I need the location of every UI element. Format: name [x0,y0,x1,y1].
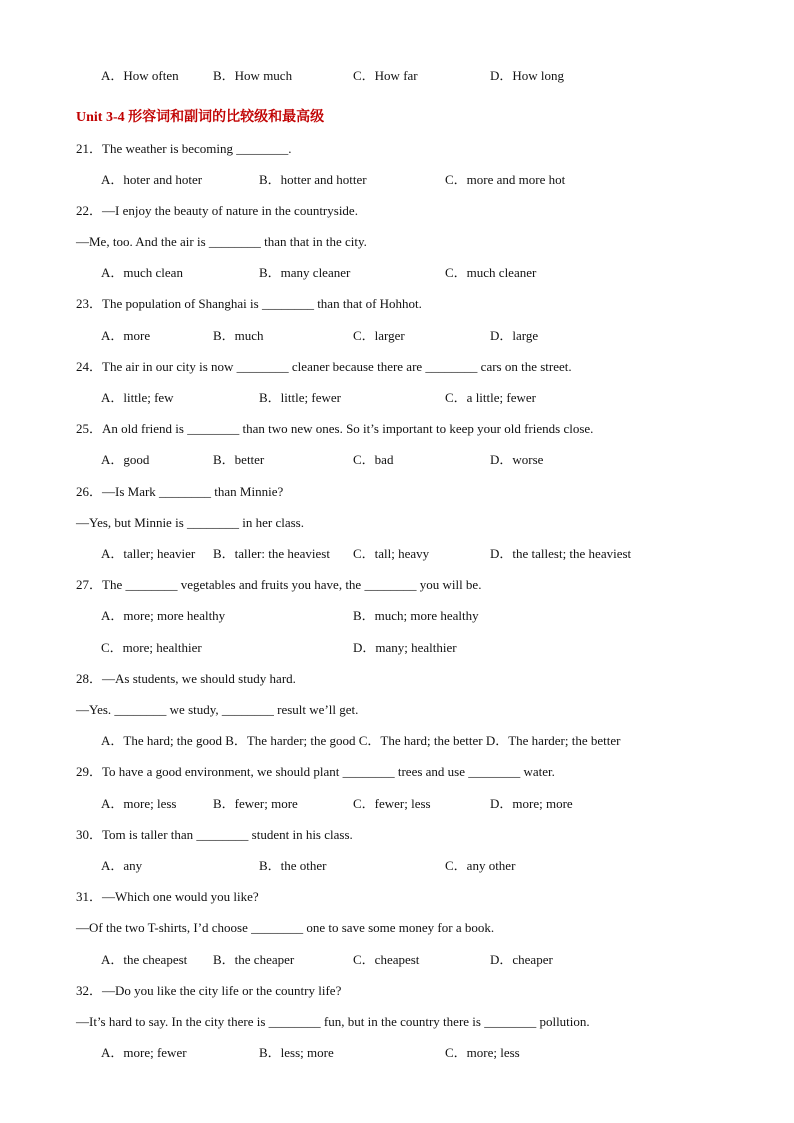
option-text: B．little; fewer [259,390,341,405]
option-text: A．more; more healthy [101,608,226,623]
option-text: C．How far [353,68,418,83]
question-stem: 24．The air in our city is now ________ cleaner because there are ________ cars on the street. [76,359,572,374]
question-stem: —Me, too. And the air is ________ than that in the city. [76,234,367,249]
option-text: B．the cheaper [213,952,295,967]
option-text: D．more; more [490,796,573,811]
option-text: C．fewer; less [353,796,431,811]
option-text: C．more; less [445,1045,520,1060]
question-stem: —Yes. ________ we study, ________ result we’ll get. [76,702,359,717]
option-text: C．tall; heavy [353,546,430,561]
option-text: C．much cleaner [445,265,537,280]
question-stem: 30．Tom is taller than ________ student in his class. [76,827,353,842]
question-stem: 32．—Do you like the city life or the country life? [76,983,342,998]
option-text: C．larger [353,328,405,343]
question-stem: 27．The ________ vegetables and fruits you have, the ________ you will be. [76,577,482,592]
option-text: A．little; few [101,390,174,405]
option-text: C．bad [353,452,394,467]
option-text: A．more [101,328,151,343]
option-text: A．any [101,858,143,873]
option-text: D．the tallest; the heaviest [490,546,632,561]
question-stem: —Of the two T-shirts, I’d choose ________ one to save some money for a book. [76,920,495,935]
option-text: C．more and more hot [445,172,566,187]
option-text: A．taller; heavier [101,546,196,561]
question-stem: —It’s hard to say. In the city there is ________ fun, but in the country there is ________ pollution. [76,1014,590,1029]
option-text: C．a little; fewer [445,390,536,405]
option-text: B．much [213,328,264,343]
question-stem: 22．—I enjoy the beauty of nature in the countryside. [76,203,358,218]
option-text: A．more; fewer [101,1045,187,1060]
section-heading: Unit 3-4 形容词和副词的比较级和最高级 [76,110,325,125]
option-text: D．many; healthier [353,640,457,655]
question-stem: 21．The weather is becoming ________. [76,141,292,156]
question-stem: 25．An old friend is ________ than two new ones. So it’s important to keep your old friends close. [76,421,594,436]
option-text: B．many cleaner [259,265,351,280]
option-text: B．less; more [259,1045,334,1060]
option-text: A．more; less [101,796,177,811]
option-text: B．better [213,452,265,467]
question-stem: 26．—Is Mark ________ than Minnie? [76,484,284,499]
question-stem: 31．—Which one would you like? [76,889,259,904]
option-text: B．the other [259,858,327,873]
option-text: B．much; more healthy [353,608,479,623]
option-text: D．How long [490,68,565,83]
option-text: C．more; healthier [101,640,202,655]
option-text: A．much clean [101,265,183,280]
question-stem: 29．To have a good environment, we should plant ________ trees and use ________ water. [76,764,555,779]
option-text: B．hotter and hotter [259,172,367,187]
question-stem: 23．The population of Shanghai is ________ than that of Hohhot. [76,296,422,311]
option-text: A．hoter and hoter [101,172,203,187]
option-text: C．any other [445,858,516,873]
option-text: B．How much [213,68,293,83]
option-text: A．How often [101,68,179,83]
question-stem: —Yes, but Minnie is ________ in her class. [76,515,304,530]
option-text: C．cheapest [353,952,420,967]
option-text: A．the cheapest [101,952,188,967]
option-text: D．worse [490,452,544,467]
option-text: A．good [101,452,150,467]
option-text: D．large [490,328,539,343]
option-text: A．The hard; the good B．The harder; the good C．The hard; the better D．The harder; the better [101,733,621,748]
option-text: B．taller: the heaviest [213,546,330,561]
option-text: B．fewer; more [213,796,298,811]
question-stem: 28．—As students, we should study hard. [76,671,296,686]
option-text: D．cheaper [490,952,553,967]
